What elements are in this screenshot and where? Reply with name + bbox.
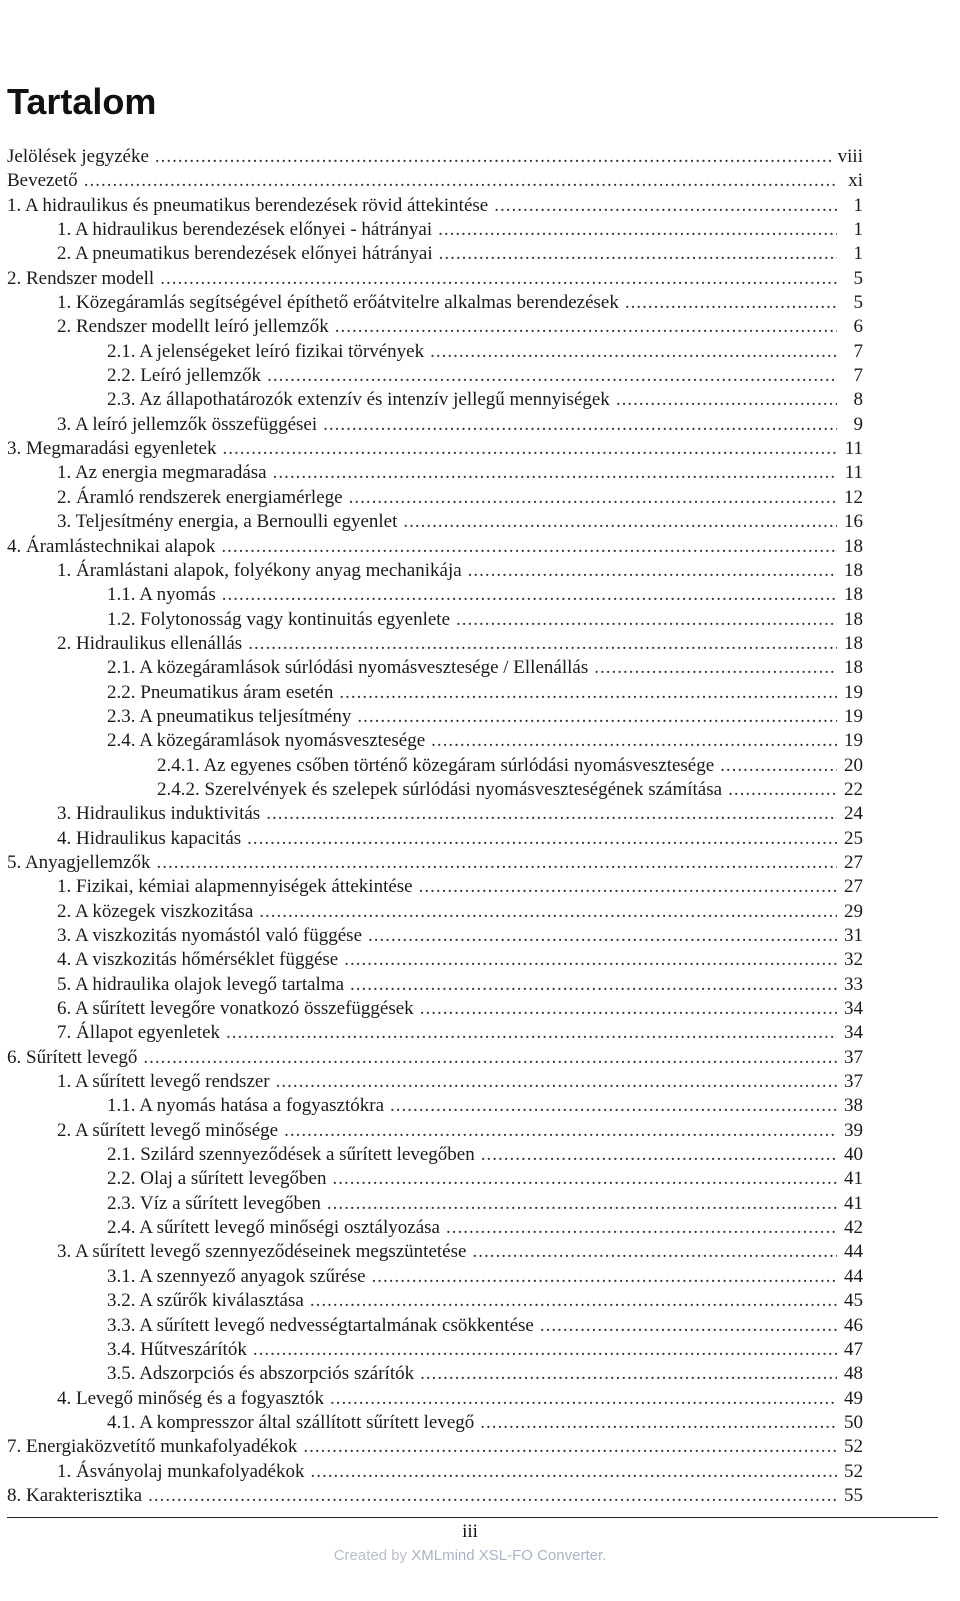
toc-page-number[interactable]: 5 bbox=[853, 292, 863, 314]
toc-entry[interactable] bbox=[7, 218, 863, 242]
toc-entry-title[interactable]: 3.3. A sűrített levegő nedvességtartalmának csökkentése bbox=[107, 1314, 534, 1336]
toc-entry-title[interactable]: 1. Fizikai, kémiai alapmennyiségek áttekintése bbox=[57, 876, 413, 898]
footer-credit-suffix: . bbox=[602, 1547, 607, 1564]
toc-page-number[interactable]: 45 bbox=[844, 1290, 863, 1312]
toc-page-number[interactable]: 19 bbox=[844, 705, 863, 727]
toc-entry[interactable] bbox=[7, 802, 863, 826]
toc-dot-leader bbox=[468, 559, 837, 583]
toc-entry[interactable] bbox=[7, 1143, 863, 1167]
toc-entry-title[interactable]: 2.1. A jelenségeket leíró fizikai törvények bbox=[107, 340, 425, 362]
toc-entry[interactable] bbox=[7, 1484, 863, 1508]
toc-entry-title[interactable]: 1. A hidraulikus és pneumatikus berendezések rövid áttekintése bbox=[7, 194, 489, 216]
toc-entry[interactable] bbox=[7, 681, 863, 705]
toc-entry-title[interactable]: 2. Áramló rendszerek energiamérlege bbox=[57, 486, 343, 508]
toc-page-number[interactable]: 1 bbox=[853, 219, 863, 241]
toc-entry[interactable] bbox=[7, 1192, 863, 1216]
toc-entry-title[interactable]: 3.2. A szűrők kiválasztása bbox=[107, 1290, 304, 1312]
toc-page-number[interactable]: 41 bbox=[844, 1192, 863, 1214]
toc-entry[interactable] bbox=[7, 388, 863, 412]
toc-entry[interactable] bbox=[7, 1314, 863, 1338]
toc-dot-leader bbox=[350, 973, 837, 997]
toc-entry[interactable] bbox=[7, 1387, 863, 1411]
toc-dot-leader bbox=[403, 510, 837, 534]
toc-dot-leader bbox=[273, 461, 837, 485]
toc-page-number[interactable]: 18 bbox=[844, 608, 863, 630]
toc-entry-title[interactable]: 5. Anyagjellemzők bbox=[7, 851, 151, 873]
toc-entry-title[interactable]: 2.4.1. Az egyenes csőben történő közegáram súrlódási nyomásvesztesége bbox=[157, 754, 715, 776]
toc-entry-title[interactable]: 4.1. A kompresszor által szállított sűrített levegő bbox=[107, 1411, 475, 1433]
toc-dot-leader bbox=[226, 1021, 837, 1045]
footer-page-number: iii bbox=[462, 1521, 478, 1542]
toc-page-number[interactable]: 22 bbox=[844, 778, 863, 800]
toc-dot-leader bbox=[390, 1094, 837, 1118]
toc-page-number[interactable]: 7 bbox=[853, 365, 863, 387]
toc-dot-leader bbox=[303, 1435, 837, 1459]
toc-page-number[interactable]: 41 bbox=[844, 1168, 863, 1190]
toc-dot-leader bbox=[222, 437, 837, 461]
toc-entry[interactable] bbox=[7, 1216, 863, 1240]
toc-dot-leader bbox=[248, 632, 837, 656]
toc-page-number[interactable]: 19 bbox=[844, 730, 863, 752]
toc-page-number[interactable]: 12 bbox=[844, 486, 863, 508]
toc-entry[interactable] bbox=[7, 194, 863, 218]
toc-entry[interactable] bbox=[7, 1362, 863, 1386]
toc-entry-title[interactable]: 2.3. A pneumatikus teljesítmény bbox=[107, 705, 352, 727]
toc-entry-title[interactable]: 2.2. Olaj a sűrített levegőben bbox=[107, 1168, 327, 1190]
toc-entry-title[interactable]: 1. A hidraulikus berendezések előnyei - hátrányai bbox=[57, 219, 433, 241]
toc-page-number[interactable]: 18 bbox=[844, 559, 863, 581]
toc-entry-title[interactable]: 2. Hidraulikus ellenállás bbox=[57, 632, 243, 654]
toc-page-number[interactable]: 18 bbox=[844, 657, 863, 679]
toc-page-number[interactable]: xi bbox=[848, 170, 863, 192]
toc-entry-title[interactable]: 3. A sűrített levegő szennyeződéseinek megszüntetése bbox=[57, 1241, 467, 1263]
toc-entry[interactable] bbox=[7, 632, 863, 656]
toc-entry-title[interactable]: 2. Rendszer modell bbox=[7, 267, 155, 289]
toc-dot-leader bbox=[276, 1070, 837, 1094]
toc-dot-leader bbox=[222, 583, 837, 607]
toc-entry-title[interactable]: 3. Hidraulikus induktivitás bbox=[57, 803, 261, 825]
toc-dot-leader bbox=[247, 827, 837, 851]
toc-dot-leader bbox=[480, 1411, 837, 1435]
toc-page-number[interactable]: 27 bbox=[844, 851, 863, 873]
toc-entry-title[interactable]: 1. Közegáramlás segítségével építhető erőátvitelre alkalmas berendezések bbox=[57, 292, 619, 314]
toc-page-number[interactable]: 19 bbox=[844, 681, 863, 703]
toc-entry-title[interactable]: 3.5. Adszorpciós és abszorpciós szárítók bbox=[107, 1363, 415, 1385]
toc-entry-title[interactable]: 2.2. Leíró jellemzők bbox=[107, 365, 262, 387]
toc-entry[interactable] bbox=[7, 486, 863, 510]
toc-dot-leader bbox=[84, 169, 837, 193]
toc-entry-title[interactable]: 4. Levegő minőség és a fogyasztók bbox=[57, 1387, 324, 1409]
toc-dot-leader bbox=[420, 1362, 837, 1386]
toc-page-number[interactable]: 16 bbox=[844, 511, 863, 533]
toc-entry[interactable] bbox=[7, 1167, 863, 1191]
toc-entry[interactable] bbox=[7, 242, 863, 266]
toc-entry[interactable] bbox=[7, 267, 863, 291]
toc-page-number[interactable]: 34 bbox=[844, 998, 863, 1020]
toc-entry-title[interactable]: 1.1. A nyomás hatása a fogyasztókra bbox=[107, 1095, 385, 1117]
toc-entry[interactable] bbox=[7, 900, 863, 924]
toc-entry-title[interactable]: 4. A viszkozitás hőmérséklet függése bbox=[57, 949, 339, 971]
toc-dot-leader bbox=[438, 218, 837, 242]
toc-page-number[interactable]: 7 bbox=[853, 340, 863, 362]
toc-page-number[interactable]: 44 bbox=[844, 1241, 863, 1263]
toc-entry[interactable] bbox=[7, 364, 863, 388]
toc-dot-leader bbox=[155, 145, 832, 169]
toc-entry[interactable] bbox=[7, 583, 863, 607]
toc-entry[interactable] bbox=[7, 827, 863, 851]
toc-page-number[interactable]: viii bbox=[837, 146, 863, 167]
page-title: Tartalom bbox=[7, 81, 157, 122]
toc-entry[interactable] bbox=[7, 1265, 863, 1289]
toc-entry[interactable] bbox=[7, 1070, 863, 1094]
toc-page-number[interactable]: 18 bbox=[844, 535, 863, 557]
toc-page-number[interactable]: 11 bbox=[844, 462, 863, 484]
toc-entry-title[interactable]: 1. Áramlástani alapok, folyékony anyag mechanikája bbox=[57, 559, 462, 581]
toc-dot-leader bbox=[368, 924, 837, 948]
toc-entry-title[interactable]: 1. A sűrített levegő rendszer bbox=[57, 1071, 270, 1093]
toc-page-number[interactable]: 49 bbox=[844, 1387, 863, 1409]
footer-credit-prefix: Created by bbox=[333, 1547, 412, 1564]
toc-entry[interactable] bbox=[7, 461, 863, 485]
toc-page-number[interactable]: 42 bbox=[844, 1217, 863, 1239]
toc-entry[interactable] bbox=[7, 924, 863, 948]
toc-page-number[interactable]: 11 bbox=[844, 438, 863, 460]
toc-entry[interactable] bbox=[7, 315, 863, 339]
toc-entry[interactable] bbox=[7, 145, 863, 169]
toc-entry[interactable] bbox=[7, 437, 863, 461]
toc-entry[interactable] bbox=[7, 169, 863, 193]
toc-entry-title[interactable]: 3.4. Hűtveszárítók bbox=[107, 1338, 247, 1360]
toc-entry-title[interactable]: 3.1. A szennyező anyagok szűrése bbox=[107, 1265, 366, 1287]
toc-dot-leader bbox=[616, 388, 837, 412]
toc-entry-title[interactable]: 2.1. Szilárd szennyeződések a sűrített levegőben bbox=[107, 1144, 475, 1166]
toc-entry[interactable] bbox=[7, 754, 863, 778]
toc-page-number[interactable]: 6 bbox=[853, 316, 863, 338]
toc-dot-leader bbox=[157, 851, 837, 875]
toc-dot-leader bbox=[439, 242, 837, 266]
toc-entry[interactable] bbox=[7, 1435, 863, 1459]
toc-dot-leader bbox=[323, 413, 837, 437]
toc-entry-title[interactable]: 2. Rendszer modellt leíró jellemzők bbox=[57, 316, 329, 338]
toc-entry[interactable] bbox=[7, 1460, 863, 1484]
toc-entry[interactable] bbox=[7, 608, 863, 632]
toc-page-number[interactable]: 20 bbox=[844, 754, 863, 776]
toc-page-number[interactable]: 37 bbox=[844, 1071, 863, 1093]
footer-credit-brand: XMLmind XSL-FO Converter bbox=[411, 1547, 603, 1564]
toc-entry-title[interactable]: 2.1. A közegáramlások súrlódási nyomásvesztesége / Ellenállás bbox=[107, 657, 589, 679]
toc-page-number[interactable]: 29 bbox=[844, 900, 863, 922]
toc-entry[interactable] bbox=[7, 1240, 863, 1264]
toc-dot-leader bbox=[494, 194, 837, 218]
toc-page-number[interactable]: 38 bbox=[844, 1095, 863, 1117]
toc-page-number[interactable]: 24 bbox=[844, 803, 863, 825]
toc-entry-title[interactable]: 3. Megmaradási egyenletek bbox=[7, 438, 217, 460]
toc-dot-leader bbox=[419, 875, 837, 899]
toc-entry-title[interactable]: 1.2. Folytonosság vagy kontinuitás egyenlete bbox=[107, 608, 451, 630]
toc-page-number[interactable]: 18 bbox=[844, 632, 863, 654]
toc-entry[interactable] bbox=[7, 1411, 863, 1435]
toc-dot-leader bbox=[266, 802, 837, 826]
toc-dot-leader bbox=[253, 1338, 837, 1362]
toc-page-number[interactable]: 39 bbox=[844, 1119, 863, 1141]
toc-entry-title[interactable]: 2. A közegek viszkozitása bbox=[57, 900, 254, 922]
toc-page-number[interactable]: 8 bbox=[853, 389, 863, 411]
toc-dot-leader bbox=[420, 997, 837, 1021]
toc-dot-leader bbox=[728, 778, 837, 802]
toc-page-number[interactable]: 48 bbox=[844, 1363, 863, 1385]
toc-entry-title[interactable]: 2.3. Az állapothatározók extenzív és intenzív jellegű mennyiségek bbox=[107, 389, 610, 411]
toc-dot-leader bbox=[143, 1046, 837, 1070]
toc-dot-leader bbox=[333, 1167, 838, 1191]
toc-entry-title[interactable]: 2.4. A sűrített levegő minőségi osztályozása bbox=[107, 1217, 440, 1239]
toc-entry[interactable] bbox=[7, 413, 863, 437]
toc-page-number[interactable]: 27 bbox=[844, 876, 863, 898]
toc-dot-leader bbox=[349, 486, 837, 510]
toc-dot-leader bbox=[267, 364, 837, 388]
toc-dot-leader bbox=[430, 340, 837, 364]
toc-entry-title[interactable]: 3. A leíró jellemzők összefüggései bbox=[57, 413, 318, 435]
toc-page-number[interactable]: 34 bbox=[844, 1022, 863, 1044]
toc-entry[interactable] bbox=[7, 1094, 863, 1118]
toc-entry[interactable] bbox=[7, 340, 863, 364]
toc-entry-title[interactable]: 1. Ásványolaj munkafolyadékok bbox=[57, 1460, 305, 1482]
toc-page-number[interactable]: 33 bbox=[844, 973, 863, 995]
toc-entry[interactable] bbox=[7, 778, 863, 802]
toc-dot-leader bbox=[339, 681, 837, 705]
toc-entry[interactable] bbox=[7, 510, 863, 534]
toc-page-number[interactable]: 31 bbox=[844, 925, 863, 946]
toc-page-number[interactable]: 50 bbox=[844, 1411, 863, 1433]
toc-dot-leader bbox=[431, 729, 837, 753]
toc-dot-leader bbox=[625, 291, 837, 315]
toc-dot-leader bbox=[310, 1460, 837, 1484]
toc-page-number[interactable]: 1 bbox=[853, 243, 863, 265]
toc-page-number[interactable]: 1 bbox=[853, 194, 863, 216]
toc-entry-title[interactable]: 2. A pneumatikus berendezések előnyei hátrányai bbox=[57, 243, 433, 265]
toc-entry-title[interactable]: 3. Teljesítmény energia, a Bernoulli egyenlet bbox=[57, 511, 398, 533]
toc-entry-title[interactable]: 7. Állapot egyenletek bbox=[57, 1022, 221, 1044]
toc-entry[interactable] bbox=[7, 948, 863, 972]
toc-page-number[interactable]: 47 bbox=[844, 1338, 863, 1360]
toc-page-number[interactable]: 55 bbox=[844, 1484, 863, 1506]
toc-page-number[interactable]: 40 bbox=[844, 1144, 863, 1166]
toc-entry[interactable] bbox=[7, 535, 863, 559]
toc-entry-title[interactable]: 3. A viszkozitás nyomástól való függése bbox=[57, 925, 363, 946]
toc-dot-leader bbox=[221, 535, 837, 559]
toc-entry-title[interactable]: 2.2. Pneumatikus áram esetén bbox=[107, 681, 334, 703]
toc-page-number[interactable]: 25 bbox=[844, 827, 863, 849]
toc-entry[interactable] bbox=[7, 1021, 863, 1045]
toc-dot-leader bbox=[284, 1119, 837, 1143]
toc-dot-leader bbox=[372, 1265, 837, 1289]
toc-entry-title[interactable]: 2.4. A közegáramlások nyomásvesztesége bbox=[107, 730, 426, 752]
toc-entry-title[interactable]: 4. Áramlástechnikai alapok bbox=[7, 535, 216, 557]
toc-entry[interactable] bbox=[7, 973, 863, 997]
toc-page-number[interactable]: 18 bbox=[844, 584, 863, 606]
toc-entry-title[interactable]: 2.3. Víz a sűrített levegőben bbox=[107, 1192, 321, 1214]
toc-entry[interactable] bbox=[7, 997, 863, 1021]
toc-dot-leader bbox=[540, 1314, 837, 1338]
toc-entry[interactable] bbox=[7, 851, 863, 875]
toc-dot-leader bbox=[594, 656, 837, 680]
toc-dot-leader bbox=[472, 1240, 837, 1264]
toc-page-number[interactable]: 32 bbox=[844, 949, 863, 971]
toc-entry-title[interactable]: 5. A hidraulika olajok levegő tartalma bbox=[57, 973, 345, 995]
table-of-contents bbox=[7, 145, 863, 1508]
toc-page-number[interactable]: 52 bbox=[844, 1436, 863, 1458]
toc-dot-leader bbox=[344, 948, 837, 972]
toc-dot-leader bbox=[446, 1216, 837, 1240]
toc-dot-leader bbox=[259, 900, 837, 924]
toc-page-number[interactable]: 37 bbox=[844, 1046, 863, 1068]
footer-credit bbox=[0, 1546, 940, 1566]
toc-entry[interactable] bbox=[7, 705, 863, 729]
toc-entry-title[interactable]: 8. Karakterisztika bbox=[7, 1484, 143, 1506]
toc-dot-leader bbox=[310, 1289, 837, 1313]
toc-entry-title[interactable]: 1.1. A nyomás bbox=[107, 584, 216, 606]
toc-page-number[interactable]: 9 bbox=[853, 413, 863, 435]
toc-entry-title[interactable]: Bevezető bbox=[7, 170, 78, 192]
toc-entry-title[interactable]: 7. Energiaközvetítő munkafolyadékok bbox=[7, 1436, 298, 1458]
toc-entry[interactable] bbox=[7, 1046, 863, 1070]
toc-dot-leader bbox=[481, 1143, 837, 1167]
footer-divider bbox=[7, 1517, 938, 1518]
toc-entry-title[interactable]: 6. Sűrített levegő bbox=[7, 1046, 138, 1068]
toc-entry-title[interactable]: 2. A sűrített levegő minősége bbox=[57, 1119, 279, 1141]
toc-entry[interactable] bbox=[7, 291, 863, 315]
toc-page-number[interactable]: 52 bbox=[844, 1460, 863, 1482]
toc-entry[interactable] bbox=[7, 559, 863, 583]
toc-page-number[interactable]: 5 bbox=[853, 267, 863, 289]
toc-entry[interactable] bbox=[7, 729, 863, 753]
toc-entry[interactable] bbox=[7, 1119, 863, 1143]
toc-entry-title[interactable]: 6. A sűrített levegőre vonatkozó összefüggések bbox=[57, 998, 414, 1020]
toc-entry-title[interactable]: 2.4.2. Szerelvények és szelepek súrlódási nyomásveszteségének számítása bbox=[157, 778, 723, 800]
toc-entry-title[interactable]: 1. Az energia megmaradása bbox=[57, 462, 267, 484]
toc-page-number[interactable]: 44 bbox=[844, 1265, 863, 1287]
toc-dot-leader bbox=[160, 267, 837, 291]
toc-dot-leader bbox=[330, 1387, 837, 1411]
toc-dot-leader bbox=[720, 754, 837, 778]
toc-dot-leader bbox=[335, 315, 837, 339]
toc-page-number[interactable]: 46 bbox=[844, 1314, 863, 1336]
toc-entry-title[interactable]: 4. Hidraulikus kapacitás bbox=[57, 827, 242, 849]
toc-entry-title[interactable]: Jelölések jegyzéke bbox=[7, 146, 149, 167]
toc-dot-leader bbox=[327, 1192, 837, 1216]
toc-entry[interactable] bbox=[7, 1289, 863, 1313]
toc-entry[interactable] bbox=[7, 656, 863, 680]
toc-dot-leader bbox=[357, 705, 837, 729]
toc-entry[interactable] bbox=[7, 875, 863, 899]
toc-dot-leader bbox=[456, 608, 837, 632]
toc-dot-leader bbox=[148, 1484, 837, 1508]
toc-entry[interactable] bbox=[7, 1338, 863, 1362]
